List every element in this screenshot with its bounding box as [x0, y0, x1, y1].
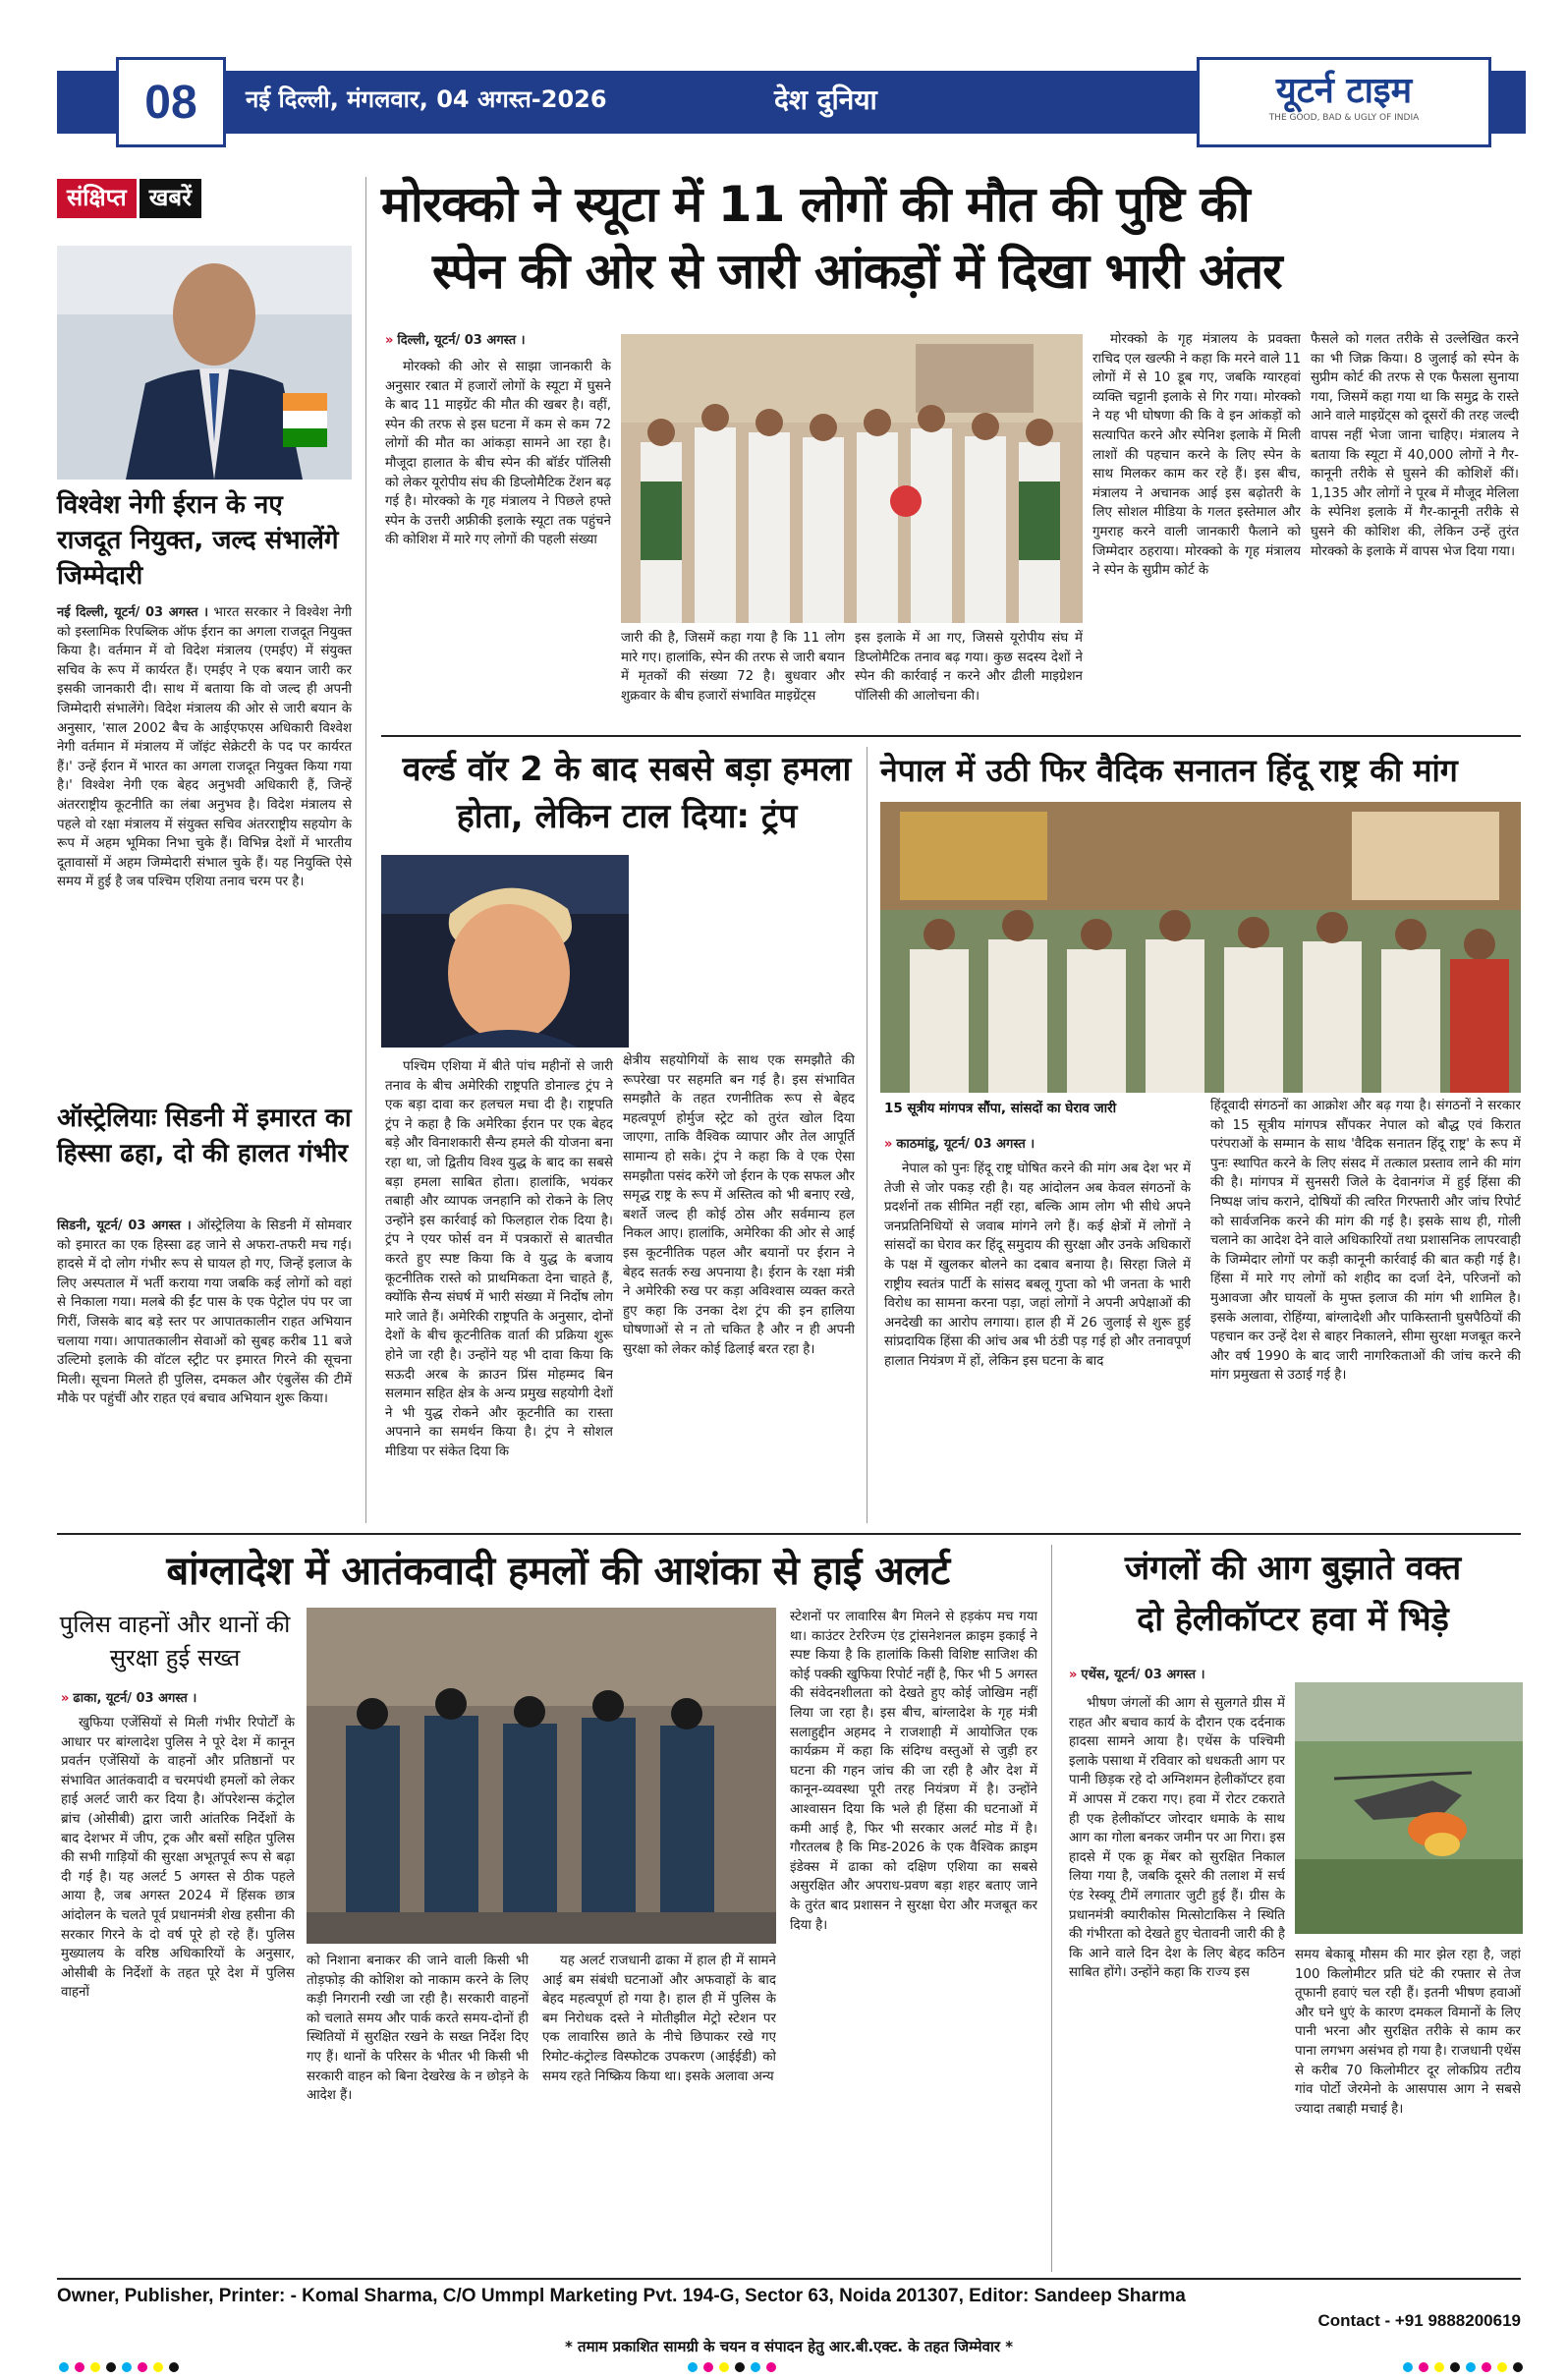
logo-text: यूटर्न टाइम: [1275, 71, 1413, 111]
color-registration-dot-icon: [1434, 2362, 1444, 2372]
nepal-col2: [1210, 1097, 1521, 1523]
brief1-body: [57, 603, 352, 892]
brief1-text: भारत सरकार ने विश्वेश नेगी को इस्लामिक रिपब्लिक ऑफ ईरान का अगला राजदूत नियुक्त किया है। वर्तमान में वो विदेश मंत्रालय (एमईए) में संयुक्त सचिव के रूप में कार्यरत हैं। एमईए ने एक बयान जारी कर इसकी जानकारी दी। साथ में बताया कि वो जल्द ही अपनी जिम्मेदारी संभालेंगे। विदेश मंत्रालय की ओर से जारी बयान के अनुसार, 'साल 2002 बैच के आईएफएस अधिकारी विश्वेश नेगी वर्तमान में मंत्रालय में जॉइंट सेक्रेटरी के पद पर कार्यरत हैं।' उन्हें ईरान में भारत का अगला राजदूत नियुक्त किया गया है।' विश्वेश नेगी एक बेहद अनुभवी अधिकारी हैं, जिन्हें अंतरराष्ट्रीय कूटनीति का लंबा अनुभव है। विदेश मंत्रालय से पहले वो रक्षा मंत्रालय में संयुक्त सचिव अंतरराष्ट्रीय सहयोग के रूप में अहम भूमिका निभा चुके हैं। विभिन्न देशों में भारतीय दूतावासों में अहम जिम्मेदारी संभाल चुके हैं। यह नियुक्ति ऐसे समय में हुई है जब पश्चिम एशिया तनाव चरम पर है।: [57, 605, 352, 890]
morocco-col2: [621, 629, 845, 727]
section-rule: [381, 735, 1521, 737]
nepal-col2-text: हिंदूवादी संगठनों का आक्रोश और बढ़ गया है। संगठनों ने सरकार को 15 सूत्रीय मांगपत्र सौंपकर नेपाल को बौद्ध एवं किरात परंपराओं के सम्मान के साथ 'वैदिक सनातन हिंदू राष्ट्र' के रूप में पुनः स्थापित करने के लिए संसद में तत्काल प्रस्ताव लाने की मांग की है। मांगपत्र में सुनसरी जिले के देवानगंज में हुई हिंसा की निष्पक्ष जांच कराने, दोषियों की त्वरित गिरफ्तारी और जांच रिपोर्ट को सार्वजनिक करने की मांग की गई है। इसके साथ ही, गोली चलाने का आदेश देने वाले अधिकारियों तथा प्रशासनिक लापरवाही के जिम्मेदार लोगों पर कड़ी कानूनी कार्रवाई की बात कही गई है। हिंसा में मारे गए लोगों को शहीद का दर्जा देने, परिजनों को मुआवजा और घायलों के मुफ्त इलाज की मांग भी शामिल है। इसके अलावा, रोहिंग्या, बांग्लादेशी और पाकिस्तानी घुसपैठियों की पहचान कर उन्हें देश से बाहर निकालने, सीमा सुरक्षा मजबूत करने और वर्ष 1990 के बाद जारी नागरिकताओं की जांच करने की मांग प्रमुखता से उठाई गई है।: [1210, 1099, 1521, 1384]
brief2-text: ऑस्ट्रेलिया के सिडनी में सोमवार को इमारत का एक हिस्सा ढह जाने से अफरा-तफरी मच गई। हादसे में दो लोग गंभीर रूप से घायल हो गए, जिन्हें इलाज के लिए अस्पताल में भर्ती कराया गया जबकि कई लोगों को वहां से निकाला गया। मलबे की ईंट पास के एक पेट्रोल पंप पर जा गिरीं, जिसके बाद बड़े स्तर पर आपातकालीन राहत अभियान चलाया गया। आपातकालीन सेवाओं को सुबह करीब 11 बजे उल्टिमो इलाके की वॉटल स्ट्रीट पर इमारत गिरने की सूचना मिली। सूचना मिलते ही पुलिस, दमकल और एंबुलेंस की टीमें मौके पर पहुंचीं और राहत एवं बचाव अभियान शुरू किया।: [57, 1218, 353, 1407]
brief2-body: [57, 1217, 352, 1409]
nepal-col1-text: नेपाल को पुनः हिंदू राष्ट्र घोषित करने की मांग अब देश भर में तेजी से जोर पकड़ रही है। यह आंदोलन अब केवल संगठनों के प्रदर्शनों तक सीमित नहीं रहा, बल्कि आम लोग भी सीधे अपने जनप्रतिनिधियों से जवाब मांगने लगे हैं। कई क्षेत्रों में लोगों ने सांसदों का घेराव कर हिंदू समुदाय की सुरक्षा और उनके अधिकारों के पक्ष में खुलकर बोलने का दबाव बनाया है। सिरहा जिले में राष्ट्रीय स्वतंत्र पार्टी के सांसद बबलू गुप्ता को भी जनता के भारी विरोध का सामना करना पड़ा, जहां लोगों ने अपनी अपेक्षाओं की अनदेखी का आरोप लगाया। हाल ही में 26 जुलाई से शुरू हुई सांप्रदायिक हिंसा की आंच अब भी ठंडी पड़ गई हो और तनावपूर्ण हालात नियंत्रण में हों, लेकिन इस घटना के बाद: [884, 1162, 1191, 1369]
nepal-dateline-text: काठमांडू, यूटर्न/ 03 अगस्त ।: [896, 1137, 1035, 1152]
registration-marks-right: [1267, 2362, 1523, 2374]
masthead: [57, 57, 1526, 147]
footer-contact: Contact - +91 9888200619: [1317, 2311, 1521, 2330]
color-registration-dot-icon: [1419, 2362, 1428, 2372]
brief2-headline: ऑस्ट्रेलियाः सिडनी में इमारत का हिस्सा ढहा, दो की हालत गंभीर: [57, 1104, 352, 1168]
nepal-photo: [880, 802, 1521, 1093]
color-registration-dot-icon: [1450, 2362, 1460, 2372]
bangladesh-dateline-text: ढाका, यूटर्न/ 03 अगस्त ।: [73, 1691, 197, 1706]
morocco-col2-text: जारी की है, जिसमें कहा गया है कि 11 लोग मारे गए। हालांकि, स्पेन की तरफ से जारी बयान में मृतकों की संख्या 72 है। बुधवार और शुक्रवार के बीच हजारों संभावित माइग्रेंट्स: [621, 631, 845, 704]
color-registration-dot-icon: [1403, 2362, 1413, 2372]
bangladesh-col4: [790, 1608, 1037, 2270]
bangladesh-col2-text: को निशाना बनाकर की जाने वाली किसी भी तोड़फोड़ की कोशिश को नाकाम करने के लिए कड़ी निगरानी रखी जा रही है। सरकारी वाहनों को चलाते समय और पार्क करते समय-दोनों ही स्थितियों में सुरक्षित रखने के सख्त निर्देश दिए गए हैं। थानों के परिसर के भीतर भी किसी भी सरकारी वाहन को बिना देखरेख के न छोड़ने के आदेश हैं।: [307, 1954, 529, 2104]
brief2-dateline: सिडनी, यूटर्न/ 03 अगस्त ।: [57, 1218, 192, 1233]
color-registration-dot-icon: [138, 2362, 147, 2372]
registration-marks-left: [59, 2362, 314, 2374]
morocco-col3-text: इस इलाके में आ गए, जिससे यूरोपीय संघ में डिप्लोमैटिक तनाव बढ़ गया। कुछ सदस्य देशों ने स्पेन की कार्रवाई न करने और ढीली माइग्रेशन पॉलिसी की आलोचना की।: [855, 631, 1083, 704]
bangladesh-col3-text: यह अलर्ट राजधानी ढाका में हाल ही में सामने आई बम संबंधी घटनाओं और अफवाहों के बाद बेहद महत्वपूर्ण हो गया है। हाल ही में पुलिस के बम निरोधक दस्ते ने मोतीझील मेट्रो स्टेशन पर एक लावारिस छाते के नीचे छिपाकर रखे गए रिमोट-कंट्रोल्ड विस्फोटक उपकरण (आईईडी) को समय रहते निष्क्रिय किया था। इसके अलावा अन्य: [542, 1954, 776, 2084]
morocco-col5: [1311, 330, 1519, 723]
nepal-caption: 15 सूत्रीय मांगपत्र सौंपा, सांसदों का घेराव जारी: [884, 1101, 1117, 1116]
brief-label-a: संक्षिप्त: [57, 179, 137, 218]
trump-col2: [623, 1051, 855, 1519]
color-registration-dot-icon: [153, 2362, 163, 2372]
morocco-col4: [1092, 330, 1301, 723]
color-registration-dot-icon: [122, 2362, 132, 2372]
greece-dateline: [1069, 1665, 1205, 1682]
greece-headline-2: दो हेलीकॉप्टर हवा में भिड़े: [1137, 1600, 1449, 1639]
bangladesh-col1: [61, 1714, 295, 2270]
morocco-photo: [621, 334, 1083, 623]
section-rule: [57, 1533, 1521, 1535]
color-registration-dot-icon: [90, 2362, 100, 2372]
color-registration-dot-icon: [169, 2362, 179, 2372]
chevron-right-icon: »: [61, 1691, 70, 1706]
trump-col1: [385, 1057, 613, 1519]
chevron-right-icon: »: [385, 333, 394, 348]
greece-dateline-text: एथेंस, यूटर्न/ 03 अगस्त ।: [1081, 1668, 1205, 1682]
bangladesh-headline: बांग्लादेश में आतंकवादी हमलों की आशंका से हाई अलर्ट: [166, 1549, 950, 1594]
column-divider: [365, 177, 366, 1523]
trump-photo: [381, 855, 629, 1048]
morocco-col1: [385, 358, 611, 713]
greece-headline-1: जंगलों की आग बुझाते वक्त: [1124, 1549, 1462, 1588]
brief-label: [57, 179, 352, 218]
morocco-dateline-text: दिल्ली, यूटर्न/ 03 अगस्त ।: [397, 333, 526, 348]
morocco-col3: [855, 629, 1083, 727]
brief1-dateline: नई दिल्ली, यूटर्न/ 03 अगस्त ।: [57, 605, 209, 620]
color-registration-dot-icon: [59, 2362, 69, 2372]
footer-disclaimer: * तमाम प्रकाशित सामग्री के चयन व संपादन हेतु आर.बी.एक्ट. के तहत जिम्मेवार *: [564, 2338, 1014, 2355]
date-line: नई दिल्ली, मंगलवार, 04 अगस्त-2026: [246, 85, 607, 113]
morocco-headline-2: स्पेन की ओर से जारी आंकड़ों में दिखा भारी अंतर: [432, 243, 1282, 300]
trump-headline-1: वर्ल्ड वॉर 2 के बाद सबसे बड़ा हमला: [402, 750, 852, 789]
morocco-dateline: [385, 330, 526, 348]
bangladesh-photo: [307, 1608, 776, 1944]
trump-col1-text: पश्चिम एशिया में बीते पांच महीनों से जारी तनाव के बीच अमेरिकी राष्ट्रपति डोनाल्ड ट्रंप ने एक बड़ा दावा कर हलचल मचा दी है। राष्ट्रपति ट्रंप ने कहा है कि अमेरिका ईरान पर एक बेहद बड़े और विनाशकारी सैन्य हमले की योजना बना रहा था, जो द्वितीय विश्व युद्ध के बाद का सबसे बड़ा हमला साबित होता। हालांकि, भयंकर तबाही और व्यापक जनहानि को रोकने के लिए उन्होंने इस कार्रवाई को फिलहाल रोक दिया है। ट्रंप ने एयर फोर्स वन में पत्रकारों से बातचीत करते हुए स्पष्ट किया कि वे युद्ध के बजाय कूटनीतिक रास्ते को प्राथमिकता देना चाहते हैं, क्योंकि सैन्य संघर्ष में भारी संख्या में निर्दोष लोग मारे जाते हैं। अमेरिकी राष्ट्रपति के अनुसार, दोनों देशों के बीच कूटनीतिक वार्ता की प्रक्रिया शुरू होने जा रही है। उन्होंने यह भी दावा किया कि सऊदी अरब के क्राउन प्रिंस मोहम्मद बिन सलमान सहित क्षेत्र के अन्य प्रमुख सहयोगी देशों ने भी युद्ध रोकने और कूटनीति का रास्ता अपनाने का समर्थन किया है। ट्रंप ने सोशल मीडिया पर संकेत दिया कि: [385, 1059, 613, 1459]
section-name: देश दुनिया: [774, 84, 877, 116]
bangladesh-col2: [307, 1952, 529, 2270]
brief-label-b: खबरें: [140, 179, 201, 218]
chevron-right-icon: »: [1069, 1668, 1078, 1682]
footer-rule: [57, 2278, 1521, 2280]
color-registration-dot-icon: [751, 2362, 760, 2372]
greece-photo: [1295, 1682, 1523, 1934]
nepal-headline: नेपाल में उठी फिर वैदिक सनातन हिंदू राष्ट्र की मांग: [880, 752, 1458, 789]
color-registration-dot-icon: [106, 2362, 116, 2372]
morocco-col1-text: मोरक्को की ओर से साझा जानकारी के अनुसार रबात में हजारों लोगों के स्यूटा में घुसने के बाद 11 माइग्रेंट की मौत की खबर है। वहीं, स्पेन की तरफ से इस घटना में कम से कम 72 लोगों की मौत का आंकड़ा सामने आ रहा है। मौजूदा हालात के बीच स्पेन की बॉर्डर पॉलिसी को लेकर यूरोपीय संघ की डिप्लोमैटिक टेंशन बढ़ गई है। मोरक्को के गृह मंत्रालय ने पिछले हफ्ते स्पेन के उत्तरी अफ्रीकी इलाके स्यूटा तक पहुंचने की कोशिश में मारे गए लोगों की पहली संख्या: [385, 360, 611, 548]
bangladesh-col4-text: स्टेशनों पर लावारिस बैग मिलने से हड़कंप मच गया था। काउंटर टेररिज्म एंड ट्रांसनेशनल क्राइम इकाई ने स्पष्ट किया है कि हालांकि किसी विशिष्ट साजिश की कोई पक्की खुफिया रिपोर्ट नहीं है, फिर भी 5 अगस्त की संवेदनशीलता को देखते हुए कोई जोखिम नहीं लिया जा रहा है। इस बीच, बांग्लादेश के गृह मंत्री सलाहुद्दीन अहमद ने राजशाही में आयोजित एक कार्यक्रम में कहा कि संदिग्ध वस्तुओं से जुड़ी हर घटना की गहन जांच की जा रही है और देश में कानून-व्यवस्था पूरी तरह नियंत्रण में है। उन्होंने आश्वासन दिया कि भले ही हिंसा की घटनाओं में कमी आई है, फिर भी सरकार अलर्ट मोड में है। गौरतलब है कि मिड-2026 के एक वैश्विक क्राइम इंडेक्स में ढाका को दक्षिण एशिया का सबसे असुरक्षित और अपराध-प्रवण बड़ा शहर बताए जाने के तुरंत बाद प्रशासन ने सुरक्षा घेरा और मजबूत कर दिया है।: [790, 1610, 1037, 1933]
nepal-col1: [884, 1160, 1191, 1523]
diplomat-photo: [57, 246, 352, 480]
color-registration-dot-icon: [1513, 2362, 1523, 2372]
bangladesh-col1-text: खुफिया एजेंसियों से मिली गंभीर रिपोर्टों के आधार पर बांग्लादेश पुलिस ने पूरे देश में कानून प्रवर्तन एजेंसियों के वाहनों और प्रतिष्ठानों पर संभावित आतंकवादी व चरमपंथी हमलों को लेकर हाई अलर्ट जारी कर दिया है। ऑपरेशन्स कंट्रोल ब्रांच (ओसीबी) द्वारा जारी आंतरिक निर्देशों के बाद देशभर में जीप, ट्रक और बसों सहित पुलिस की सभी गाड़ियों की सुरक्षा अभूतपूर्व रूप से बढ़ा दी गई है। यह अलर्ट 5 अगस्त से ठीक पहले आया है, जब अगस्त 2024 में हिंसक छात्र आंदोलन के चलते पूर्व प्रधानमंत्री शेख हसीना की सरकार गिरने के दो वर्ष पूरे हो रहे हैं। पुलिस मुख्यालय के वरिष्ठ अधिकारियों के अनुसार, ओसीबी के निर्देशों के तहत पूरे देश में पुलिस वाहनों: [61, 1716, 295, 2001]
greece-col1-text: भीषण जंगलों की आग से सुलगते ग्रीस में राहत और बचाव कार्य के दौरान एक दर्दनाक हादसा सामने आया है। एथेंस के पश्चिमी इलाके पसाथा में रविवार को धधकती आग पर पानी छिड़क रहे दो अग्निशमन हेलीकॉप्टर हवा में आपस में टकरा गए। हवा में रोटर टकराते ही एक हेलीकॉप्टर जोरदार धमाके के साथ आग का गोला बनकर जमीन पर आ गिरा। इस हादसे में एक क्रू मेंबर को सुरक्षित निकाल लिया गया है, जबकि दूसरे की तलाश में सर्च एंड रेस्क्यू टीमें लगातार जुटी हुई हैं। ग्रीस के प्रधानमंत्री क्यारीकोस मित्सोटाकिस ने स्थिति की गंभीरता को देखते हुए चेतावनी जारी की है कि आने वाले दिन देश के लिए बेहद कठिन साबित होंगे। उन्होंने कहा कि राज्य इस: [1069, 1696, 1285, 1981]
morocco-col5-text: फैसले को गलत तरीके से उल्लेखित करने का भी जिक्र किया। 8 जुलाई को स्पेन के सुप्रीम कोर्ट की तरफ से एक फैसला सुनाया गया, जिसमें कहा गया था कि समुद्र के रास्ते आने वाले माइग्रेंट्स को दूसरों की तरह जल्दी वापस नहीं भेजा जाना चाहिए। मंत्रालय ने बताया कि स्यूटा में 40,000 लोगों ने गैर-कानूनी तरीके से घुसने की कोशिशें कीं। 1,135 और लोगों ने पूरब में मौजूद मेलिला के स्पेनिश इलाके में गैर-कानूनी तरीके से घुसने की कोशिश की, लेकिन उन्हें तुरंत मोरक्को के इलाके में वापस भेज दिया गया।: [1311, 332, 1519, 559]
brief1-headline: विश्वेश नेगी ईरान के नए राजदूत नियुक्त, जल्द संभालेंगे जिम्मेदारी: [57, 490, 339, 591]
greece-col1: [1069, 1694, 1285, 2270]
bangladesh-col3: [542, 1952, 776, 2270]
color-registration-dot-icon: [1482, 2362, 1491, 2372]
page-number: 08: [144, 76, 197, 129]
color-registration-dot-icon: [735, 2362, 745, 2372]
footer-imprint: Owner, Publisher, Printer: - Komal Sharma, C/O Ummpl Marketing Pvt. 194-G, Sector 63, Noida 201307, Editor: Sandeep Sharma: [57, 2286, 1186, 2306]
color-registration-dot-icon: [1466, 2362, 1476, 2372]
color-registration-dot-icon: [1497, 2362, 1507, 2372]
bangladesh-subhead: पुलिस वाहनों और थानों की सुरक्षा हुई सख्त: [59, 1611, 291, 1672]
morocco-headline-1: मोरक्को ने स्यूटा में 11 लोगों की मौत की पुष्टि की: [381, 176, 1250, 233]
color-registration-dot-icon: [75, 2362, 84, 2372]
trump-headline-2: होता, लेकिन टाल दिया: ट्रंप: [456, 797, 798, 836]
color-registration-dot-icon: [703, 2362, 713, 2372]
logo-box: [1197, 57, 1491, 147]
logo-tagline: THE GOOD, BAD & UGLY OF INDIA: [1268, 113, 1420, 123]
page-number-box: [116, 57, 226, 147]
nepal-dateline: [884, 1134, 1035, 1152]
bangladesh-dateline: [61, 1688, 196, 1706]
column-divider: [1051, 1545, 1052, 2272]
morocco-col4-text: मोरक्को के गृह मंत्रालय के प्रवक्ता राचिद एल खल्फी ने कहा कि मरने वाले 11 लोगों में से 10 डूब गए, जबकि ग्यारहवां व्यक्ति चट्टानी इलाके से गिर गया। मोरक्को ने यह भी घोषणा की कि वे इन आंकड़ों को सत्यापित करने और स्पेनिश इलाके में मिली लाशों की पहचान करने के लिए स्पेन के साथ मिलकर काम कर रहे हैं। इस बीच, मंत्रालय ने अचानक आई इस बढ़ोतरी के लिए सोशल मीडिया के गलत इस्तेमाल और गुमराह करने वाली जानकारी फैलाने को जिम्मेदार ठहराया। मोरक्को के गृह मंत्रालय ने स्पेन के सुप्रीम कोर्ट के: [1092, 332, 1301, 579]
color-registration-dot-icon: [719, 2362, 729, 2372]
chevron-right-icon: »: [884, 1137, 893, 1152]
color-registration-dot-icon: [688, 2362, 698, 2372]
trump-col2-text: क्षेत्रीय सहयोगियों के साथ एक समझौते की रूपरेखा पर सहमति बन गई है। इस संभावित समझौते के तहत रणनीतिक रूप से बेहद महत्वपूर्ण होर्मुज स्ट्रेट को तुरंत खोल दिया जाएगा, ताकि वैश्विक व्यापार और तेल आपूर्ति सामान्य हो सके। ट्रंप ने कहा कि वे एक ऐसा समझौता पसंद करेंगे जो ईरान के एक सफल और समृद्ध राष्ट्र के रूप में अस्तित्व को भी बनाए रखे, बशर्ते जल्द ही कोई ठोस और सर्वमान्य हल निकल आए। हालांकि, अमेरिका की ओर से आई इस कूटनीतिक पहल और बयानों पर ईरान ने बेहद सतर्क रुख अपनाया है। ईरान के रक्षा मंत्री ने अमेरिकी रुख पर कड़ा अविश्वास व्यक्त करते हुए कहा कि उनका देश ट्रंप की इन हालिया घोषणाओं से न तो चकित है और न ही अपनी सुरक्षा को लेकर कोई ढिलाई बरत रहा है।: [623, 1053, 855, 1357]
greece-col2: [1295, 1946, 1521, 2270]
greece-col2-text: समय बेकाबू मौसम की मार झेल रहा है, जहां 100 किलोमीटर प्रति घंटे की रफ्तार से तेज तूफानी हवाएं चल रही हैं। इतनी भीषण हवाओं और घने धुएं के कारण दमकल विमानों के लिए पानी भरना और सुरक्षित तरीके से काम कर पाना लगभग असंभव हो गया है। राजधानी एथेंस से करीब 70 किलोमीटर दूर लोकप्रिय तटीय गांव पोर्टो जेरमेनो के आसपास आग ने सबसे ज्यादा तबाही मचाई है।: [1295, 1948, 1521, 2117]
color-registration-dot-icon: [766, 2362, 776, 2372]
registration-marks-center: [688, 2362, 884, 2374]
